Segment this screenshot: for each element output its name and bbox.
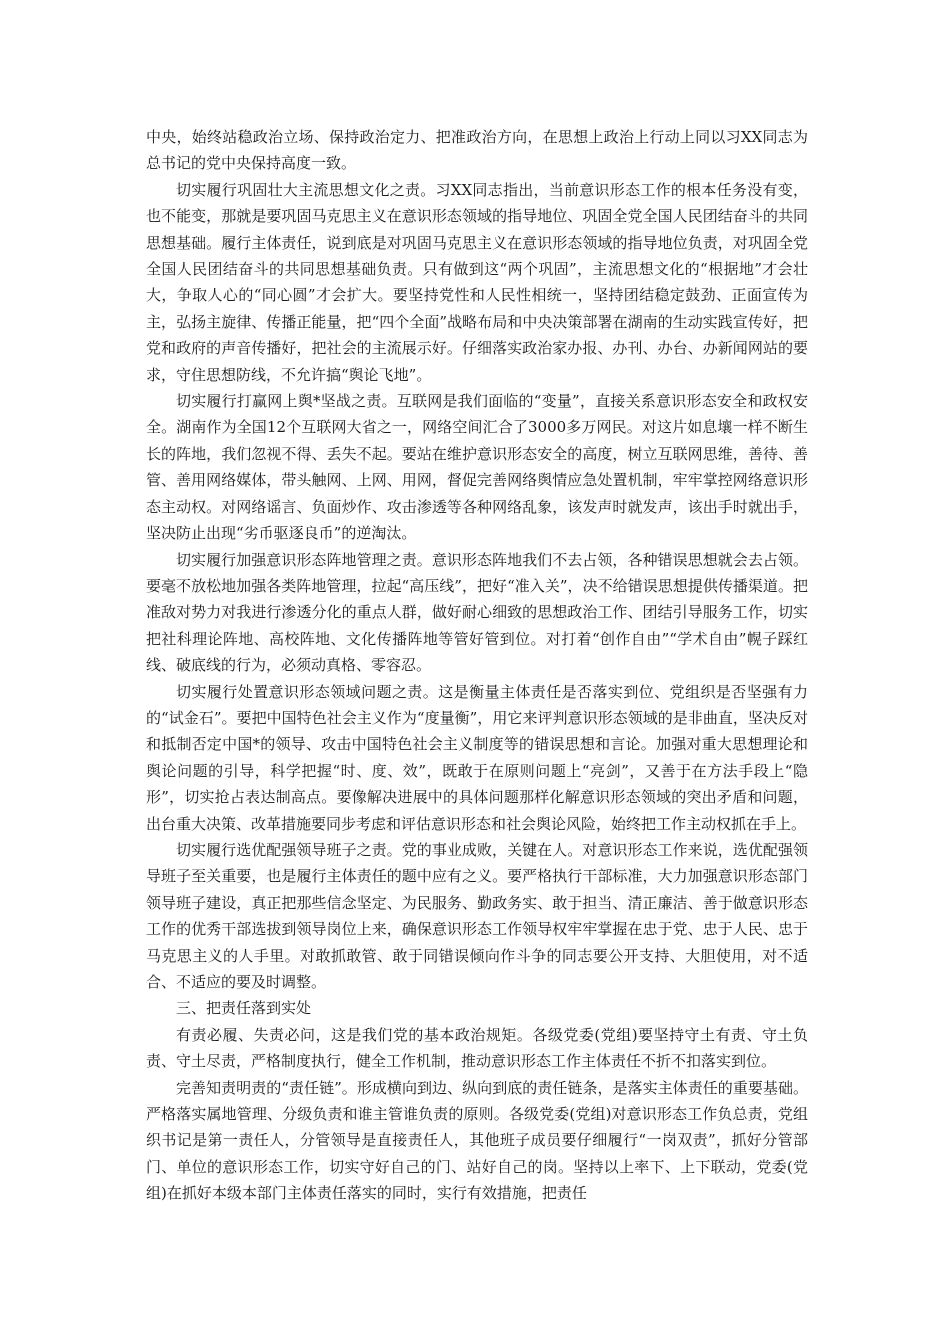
document-body	[146, 124, 808, 1207]
paragraph-continuation: 中央，始终站稳政治立场、保持政治定力、把准政治方向，在思想上政治上行动上同以习XX同志为总书记的党中央保持高度一致。	[146, 128, 808, 173]
paragraph-responsibility-chain: 完善知责明责的“责任链”。形成横向到边、纵向到底的责任链条，是落实主体责任的重要基础。严格落实属地管理、分级负责和谁主管谁负责的原则。各级党委(党组)对意识形态工作负总责，党组织书记是第一责任人，分管领导是直接责任人，其他班子成员要仔细履行“一岗双责”，抓好分管部门、单位的意识形态工作，切实守好自己的门、站好自己的岗。坚持以上率下、上下联动，党委(党组)在抓好本级本部门主体责任落实的同时，实行有效措施，把责任	[146, 1078, 808, 1203]
paragraph-position-management: 切实履行加强意识形态阵地管理之责。意识形态阵地我们不去占领，各种错误思想就会去占领。要毫不放松地加强各类阵地管理，拉起“高压线”，把好“准入关”，决不给错误思想提供传播渠道。把准敌对势力对我进行渗透分化的重点人群，做好耐心细致的思想政治工作、团结引导服务工作，切实把社科理论阵地、高校阵地、文化传播阵地等管好管到位。对打着“创作自由”“学术自由”幌子踩红线、破底线的行为，必须动真格、零容忍。	[146, 550, 808, 675]
paragraph-mainstream-culture: 切实履行巩固壮大主流思想文化之责。习XX同志指出，当前意识形态工作的根本任务没有变，也不能变，那就是要巩固马克思主义在意识形态领域的指导地位、巩固全党全国人民团结奋斗的共同思想基础。履行主体责任，说到底是对巩固马克思主义在意识形态领域的指导地位负责，对巩固全党全国人民团结奋斗的共同思想基础负责。只有做到这“两个巩固”，主流思想文化的“根据地”才会壮大，争取人心的“同心圆”才会扩大。要坚持党性和人民性相统一，坚持团结稳定鼓劲、正面宣传为主，弘扬主旋律、传播正能量，把“四个全面”战略布局和中央决策部署在湖南的生动实践宣传好，把党和政府的声音传播好，把社会的主流展示好。仔细落实政治家办报、办刊、办台、办新闻网站的要求，守住思想防线，不允许搞“舆论飞地”。	[146, 180, 808, 384]
paragraph-responsibility-intro: 有责必履、失责必问，这是我们党的基本政治规矩。各级党委(党组)要坚持守土有责、守土负责、守土尽责，严格制度执行，健全工作机制，推动意识形态工作主体责任不折不扣落实到位。	[146, 1025, 808, 1071]
section-heading: 三、把责任落到实处	[176, 999, 312, 1018]
paragraph-leadership: 切实履行选优配强领导班子之责。党的事业成败，关键在人。对意识形态工作来说，选优配强领导班子至关重要，也是履行主体责任的题中应有之义。要严格执行干部标准，大力加强意识形态部门领导班子建设，真正把那些信念坚定、为民服务、勤政务实、敢于担当、清正廉洁、善于做意识形态工作的优秀干部选拔到领导岗位上来，确保意识形态工作领导权牢牢掌握在忠于党、忠于人民、忠于马克思主义的人手里。对敢抓敢管、敢于同错误倾向作斗争的同志要公开支持、大胆使用，对不适合、不适应的要及时调整。	[146, 840, 808, 991]
paragraph-internet: 切实履行打赢网上舆*坚战之责。互联网是我们面临的“变量”，直接关系意识形态安全和政权安全。湖南作为全国12个互联网大省之一，网络空间汇合了3000多万网民。对这片如息壤一样不断生长的阵地，我们忽视不得、丢失不起。要站在维护意识形态安全的高度，树立互联网思维，善待、善管、善用网络媒体，带头触网、上网、用网，督促完善网络舆情应急处置机制，牢牢掌控网络意识形态主动权。对网络谣言、负面炒作、攻击渗透等各种网络乱象，该发声时就发声，该出手时就出手，坚决防止出现“劣币驱逐良币”的逆淘汰。	[146, 392, 808, 543]
paragraph-problem-handling: 切实履行处置意识形态领域问题之责。这是衡量主体责任是否落实到位、党组织是否坚强有力的“试金石”。要把中国特色社会主义作为“度量衡”，用它来评判意识形态领域的是非曲直，坚决反对和抵制否定中国*的领导、攻击中国特色社会主义制度等的错误思想和言论。加强对重大思想理论和舆论问题的引导，科学把握“时、度、效”，既敢于在原则问题上“亮剑”，又善于在方法手段上“隐形”，切实抢占表达制高点。要像解决进展中的具体问题那样化解意识形态领域的突出矛盾和问题，出台重大决策、改革措施要同步考虑和评估意识形态和社会舆论风险，始终把工作主动权抓在手上。	[146, 682, 808, 833]
